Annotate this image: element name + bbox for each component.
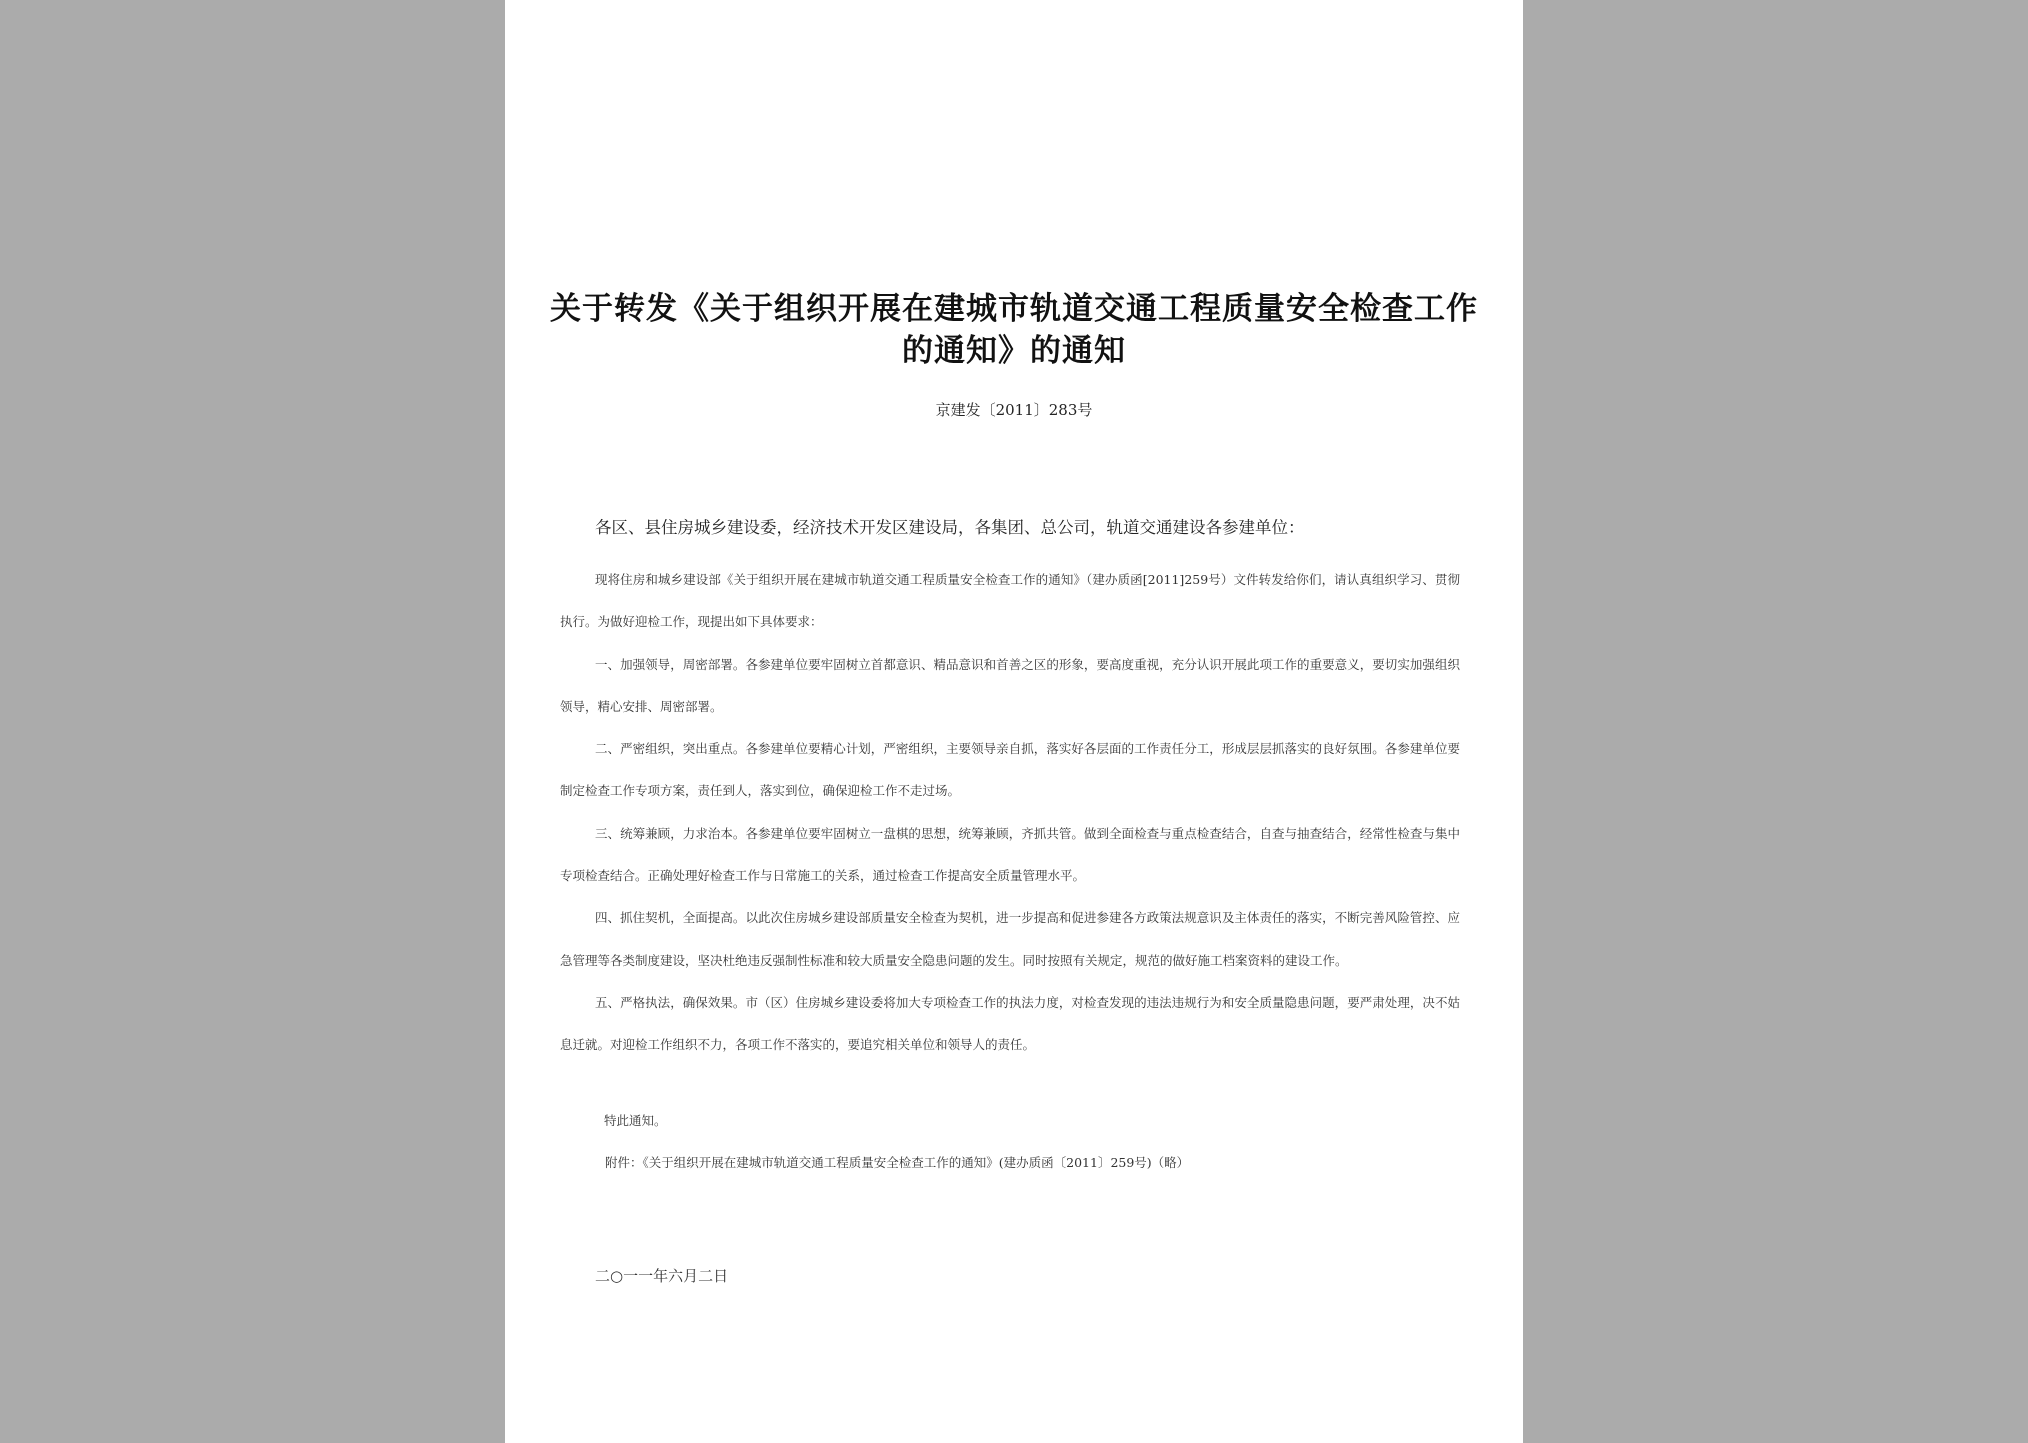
document-title: 关于转发《关于组织开展在建城市轨道交通工程质量安全检查工作的通知》的通知 bbox=[550, 291, 1478, 369]
paragraph-item-4: 四、抓住契机，全面提高。以此次住房城乡建设部质量安全检查为契机，进一步提高和促进参建各方政策法规意识及主体责任的落实，不断完善风险管控、应急管理等各类制度建设，坚决杜绝违反强制性标准和较大质量安全隐患问题的发生。同时按照有关规定，规范的做好施工档案资料的建设工作。 bbox=[560, 910, 1460, 968]
paragraph-intro: 现将住房和城乡建设部《关于组织开展在建城市轨道交通工程质量安全检查工作的通知》（建办质函[2011]259号）文件转发给你们，请认真组织学习、贯彻执行。为做好迎检工作，现提出如下具体要求： bbox=[560, 572, 1460, 630]
document-page bbox=[505, 0, 1523, 1443]
paragraph-item-1: 一、加强领导，周密部署。各参建单位要牢固树立首都意识、精品意识和首善之区的形象，要高度重视，充分认识开展此项工作的重要意义，要切实加强组织领导，精心安排、周密部署。 bbox=[560, 656, 1460, 714]
attachment-note: 附件：《关于组织开展在建城市轨道交通工程质量安全检查工作的通知》(建办质函〔2011〕259号)（略） bbox=[605, 1155, 1190, 1170]
document-date: 二○一一年六月二日 bbox=[595, 1267, 729, 1285]
document-number: 京建发〔2011〕283号 bbox=[935, 401, 1093, 419]
signoff: 特此通知。 bbox=[604, 1113, 667, 1128]
salutation: 各区、县住房城乡建设委，经济技术开发区建设局，各集团、总公司，轨道交通建设各参建单位： bbox=[595, 518, 1305, 537]
paragraph-item-5: 五、严格执法，确保效果。市（区）住房城乡建设委将加大专项检查工作的执法力度，对检查发现的违法违规行为和安全质量隐患问题，要严肃处理，决不姑息迁就。对迎检工作组织不力，各项工作不落实的，要追究相关单位和领导人的责任。 bbox=[560, 994, 1460, 1053]
paragraph-item-2: 二、严密组织，突出重点。各参建单位要精心计划，严密组织，主要领导亲自抓，落实好各层面的工作责任分工，形成层层抓落实的良好氛围。各参建单位要制定检查工作专项方案，责任到人，落实到位，确保迎检工作不走过场。 bbox=[560, 741, 1460, 799]
paragraph-item-3: 三、统筹兼顾，力求治本。各参建单位要牢固树立一盘棋的思想，统筹兼顾，齐抓共管。做到全面检查与重点检查结合，自查与抽查结合，经常性检查与集中专项检查结合。正确处理好检查工作与日常施工的关系，通过检查工作提高安全质量管理水平。 bbox=[560, 825, 1460, 884]
document-body bbox=[560, 559, 1460, 1067]
